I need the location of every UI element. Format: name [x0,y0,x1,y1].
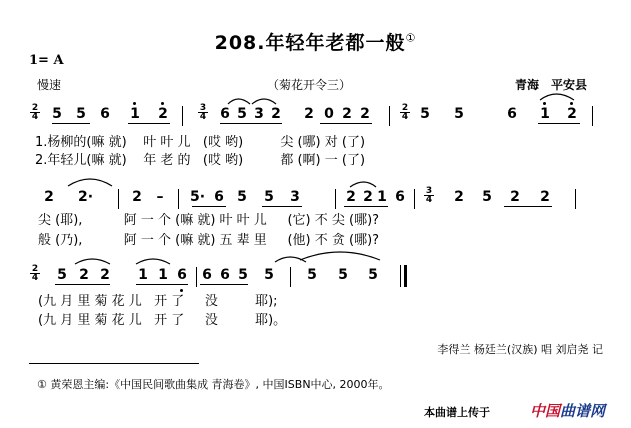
lyrics-verse-1: 1.杨柳的(嘛 就) 叶 叶 儿 (哎 哟) 尖 (哪) 对 (了) [35,135,366,150]
note: 2 [44,189,54,205]
lyrics-verse-2: 2.年轻儿(嘛 就) 年 老 的 (哎 哟) 都 (啊) 一 (了) [35,153,366,168]
note: 2 [567,106,577,122]
ts-top: 3 [425,186,433,196]
site-logo[interactable] [530,400,605,421]
final-barline-thin [400,265,401,287]
note: 1 [540,106,550,122]
note: 1 [138,267,148,283]
note: 2 [342,106,352,122]
barline [178,189,179,209]
lyrics-verse-2: (九 月 里 菊 花 儿 开 了 没 耶)。 [38,313,287,328]
note: 6 [202,267,212,283]
barline [118,189,119,209]
octave-dot [180,289,183,292]
ts-top: 2 [31,264,39,274]
note: 2 [454,189,464,205]
footnote-divider [29,363,199,364]
note: 6 [395,189,405,205]
song-subtitle: （菊花开令三） [267,78,352,92]
ts-bottom: 4 [199,112,207,122]
note: 1 [130,106,140,122]
note: 5 [338,267,348,283]
note: 2 [100,267,110,283]
beam-underline [192,206,226,207]
key-signature: 1= A [29,53,64,68]
note: 6 [100,106,110,122]
ts-top: 3 [199,103,207,113]
note: 2· [78,189,94,205]
note: 5 [307,267,317,283]
tempo-marking: 慢速 [37,78,62,92]
song-region: 青海 平安县 [515,78,588,92]
ts-bottom: 4 [401,112,409,122]
note: 5 [76,106,86,122]
note: 5 [237,106,247,122]
time-signature-3-4 [424,187,434,204]
final-barline-thick [404,265,407,287]
beam-underline [262,206,302,207]
note: 2 [510,189,520,205]
note: 3 [254,106,264,122]
note: 2 [540,189,550,205]
beam-underline [200,284,248,285]
barline [575,189,576,209]
note: 2 [79,267,89,283]
song-title-text: 208.年轻年老都一般 [214,32,406,54]
footnote: ① 黄荣恩主编:《中国民间歌曲集成 青海卷》, 中国ISBN中心, 2000年。 [37,378,390,391]
note: 0 [324,106,334,122]
note: 5 [57,267,67,283]
note: 2 [271,106,281,122]
note: 6 [507,106,517,122]
note: 1 [377,189,387,205]
note: 5 [454,106,464,122]
note: 2 [346,189,356,205]
note: 5· [190,189,206,205]
ts-top: 2 [401,103,409,113]
ts-bottom: 4 [31,112,39,122]
note: 5 [52,106,62,122]
lyrics-verse-1: (九 月 里 菊 花 儿 开 了 没 耶); [38,294,278,309]
barline [290,267,291,287]
logo-part-1: 中国 [530,402,561,420]
note: 2 [363,189,373,205]
lyrics-verse-2: 般 (乃), 阿 一 个 (嘛 就) 五 辈 里 (他) 不 贪 (哪)? [38,233,380,248]
note: 3 [290,189,300,205]
note: 1 [158,267,168,283]
logo-part-2: 曲谱网 [560,402,606,420]
lyrics-verse-1: 尖 (耶), 阿 一 个 (嘛 就) 叶 叶 儿 (它) 不 尖 (哪)? [38,213,380,228]
beam-underline [55,284,110,285]
note: 5 [368,267,378,283]
note: 2 [304,106,314,122]
note: 6 [220,267,230,283]
beam-underline [136,284,188,285]
note: 2 [360,106,370,122]
note: 5 [420,106,430,122]
beam-underline [504,206,552,207]
ts-bottom: 4 [31,273,39,283]
note: 5 [238,267,248,283]
note: 5 [264,189,274,205]
source-label: 本曲谱上传于 [424,406,490,419]
ts-top: 2 [31,103,39,113]
note: 2 [132,189,142,205]
barline [335,189,336,209]
footnote-mark: ① [405,31,417,45]
barline [196,267,197,287]
note: 2 [158,106,168,122]
note: 5 [482,189,492,205]
note: 5 [264,267,274,283]
note: 6 [177,267,187,283]
ts-bottom: 4 [425,195,433,205]
note: 6 [214,189,224,205]
barline [414,189,415,209]
time-signature-2-4 [30,265,40,282]
note: 6 [220,106,230,122]
note: 5 [237,189,247,205]
performer-credit: 李得兰 杨廷兰(汉族) 唱 刘启尧 记 [437,343,603,356]
beam-underline [344,206,388,207]
note: – [156,189,164,205]
